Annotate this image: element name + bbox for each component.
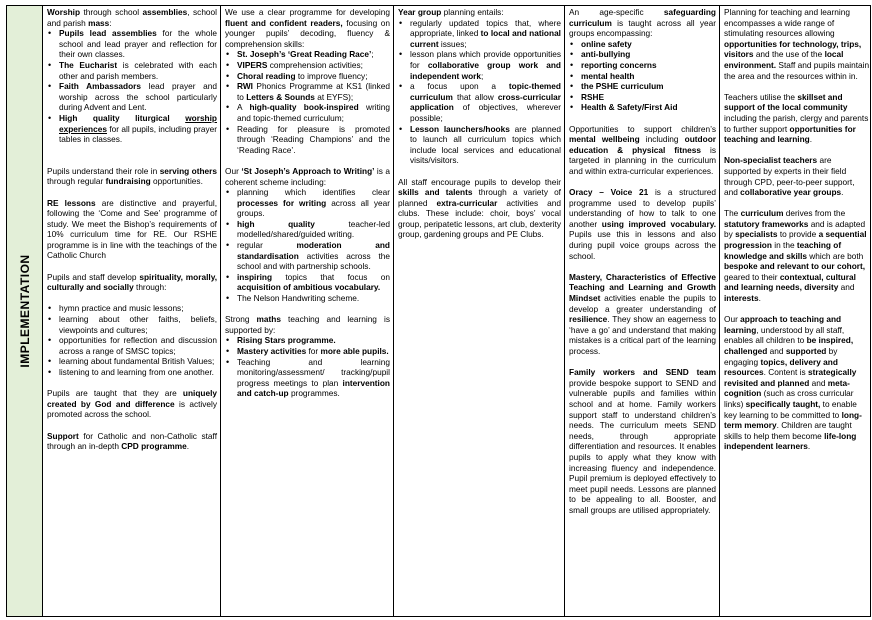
list-item: • The Nelson Handwriting scheme. [237, 293, 390, 304]
paragraph-writing: Our ‘St Joseph’s Approach to Writing’ is a coherent scheme including: [225, 165, 391, 187]
list-item: • regular moderation and standardisation activities across the school and with partnership schools. [237, 240, 390, 272]
writing-list [225, 187, 390, 304]
list-item: • listening to and learning from one another. [59, 367, 217, 378]
list-item: • High quality liturgical worship experiences for all pupils, including prayer tables in classes. [59, 113, 217, 145]
list-item: • RSHE [581, 92, 716, 103]
list-item: • a focus upon a topic-themed curriculum that allow cross-curricular application of objectives, wherever possible; [410, 81, 561, 123]
paragraph-serving: Pupils understand their role in serving others through regular fundraising opportunities. [47, 165, 217, 187]
paragraph-smsc: Pupils and staff develop spirituality, morally, culturally and socially through: [47, 271, 217, 293]
list-item: • lesson plans which provide opportunities for collaborative group work and independent work; [410, 49, 561, 81]
list-item: • A high-quality book-inspired writing and topic-themed curriculum; [237, 102, 390, 123]
list-item: • Teaching and learning monitoring/assessment/ tracking/pupil progress meetings to plan intervention and catch-up programmes. [237, 357, 390, 399]
list-item: • Reading for pleasure is promoted through ‘Reading Champions’ and the ‘Reading Race’. [237, 124, 390, 156]
list-item: • VIPERS comprehension activities; [237, 60, 390, 71]
list-item: • Faith Ambassadors lead prayer and worship across the school particularly during Advent and Lent. [59, 81, 217, 113]
implementation-table [6, 5, 871, 617]
column-safeguarding-wellbeing [565, 6, 720, 616]
paragraph-reading: We use a clear programme for developing fluent and confident readers, focusing on younger pupils’ decoding, fluency & comprehension skills: [225, 7, 390, 49]
list-item: • the PSHE curriculum [581, 81, 716, 92]
worship-list [47, 28, 217, 145]
paragraph-year-group: Year group planning entails: [398, 7, 504, 17]
paragraph-re-lessons: RE lessons are distinctive and prayerful, following the ‘Come and See’ programme of study. We meet the Bishop’s requirements of 10% curriculum time for RE. Our RSHE programme is in line with the teachings of the Catholic Church [47, 197, 217, 261]
list-item: • inspiring topics that focus on acquisition of ambitious vocabulary. [237, 272, 390, 293]
paragraph-community: Teachers utilise the skillset and support of the local community including the parish, clergy and parents to further support opportunities for teaching and learning. [724, 91, 869, 145]
planning-list [398, 18, 561, 166]
paragraph-worship: Worship through school assemblies, school and parish mass: [47, 7, 217, 28]
list-item: • mental health [581, 71, 716, 82]
list-item: • Pupils lead assemblies for the whole school and lead prayer and reflection for their own classes. [59, 28, 217, 60]
list-item: • reporting concerns [581, 60, 716, 71]
list-item: • Mastery activities for more able pupils. [237, 346, 390, 357]
paragraph-maths: Strong maths teaching and learning is supported by: [225, 314, 390, 335]
list-item: • regularly updated topics that, where appropriate, linked to local and national current issues; [410, 18, 561, 50]
list-item: • learning about other faiths, beliefs, viewpoints and cultures; [59, 314, 217, 335]
paragraph-mastery: Mastery, Characteristics of Effective Teaching and Learning and Growth Mindset activities enable the pupils to develop a greater understanding of resilience. They show an eagerness to ‘have a go’ and understand that making mistakes is a critical part of the learning process. [569, 271, 716, 356]
list-item: • hymn practice and music lessons; [59, 303, 217, 314]
list-item: • learning about fundamental British Values; [59, 356, 217, 367]
reading-list [225, 49, 390, 155]
list-item: • The Eucharist is celebrated with each other and parish members. [59, 60, 217, 81]
list-item: • opportunities for reflection and discussion across a range of SMSC topics; [59, 335, 217, 356]
paragraph-support-staff: Support for Catholic and non-Catholic staff through an in-depth CPD programme. [47, 430, 217, 452]
paragraph-resources: Planning for teaching and learning encompasses a wide range of stimulating resources allowing opportunities for technology, trips, visitors and the use of the local environment. Staff and pupils maintain the area and the resources within in. [724, 7, 870, 81]
list-item: • Rising Stars programme. [237, 335, 390, 346]
smsc-list [47, 303, 217, 377]
list-item: • St. Joseph’s ‘Great Reading Race’; [237, 49, 390, 60]
paragraph-non-specialist: Non-specialist teachers are supported by experts in their field through CPD, peer-to-peer support, and collaborative year groups. [724, 155, 855, 198]
column-year-group-planning [394, 6, 565, 616]
list-item: • Health & Safety/First Aid [581, 102, 716, 113]
safeguarding-list [569, 39, 716, 113]
paragraph-oracy: Oracy – Voice 21 is a structured programme used to develop pupils’ understanding of how to talk to one another using improved vocabulary. Pupils use this in lessons and also during pupil voice groups across the school. [569, 187, 717, 261]
list-item: • planning which identifies clear processes for writing across all year groups. [237, 187, 390, 219]
paragraph-send: Family workers and SEND team provide bespoke support to SEND and vulnerable pupils and families within school and at home. Family workers support staff to understand children’s needs. The curriculum meets SEND needs, through appropriate differentiation and resources. It enables pupils to apply what they know with increasing fluency and independence. Pupil premium is deployed effectively to meet pupil needs. Lessons are planned to be appealing to all. Booster, and small groups are utilised appropriately. [569, 367, 716, 515]
paragraph-curriculum: The curriculum derives from the statutory frameworks and is adapted by specialists to provide a sequential progression in the teaching of knowledge and skills which are both bespoke and relevant to our cohort, geared to their contextual, cultural and learning needs, diversity and interests. [724, 208, 867, 304]
list-item: • high quality teacher-led modelled/shared/guided writing. [237, 219, 390, 240]
list-item: • Lesson launchers/hooks are planned to launch all curriculum topics which include local services and educational visits/visitors. [410, 124, 561, 166]
paragraph-extra-curricular: All staff encourage pupils to develop their skills and talents through a variety of planned extra-curricular activities and clubs. These include: choir, boys’ vocal group, peripatetic lessons, art club, dexterity group, gardening groups and PE Clubs. [398, 176, 561, 240]
paragraph-approach: Our approach to teaching and learning, understood by all staff, enables all children to be inspired, challenged and supported by engaging topics, delivery and resources. Content is strategically revisited and planned and meta-cognition (such as cross curricular links) specifically taught, to enable key learning to be committed to long-term memory. Children are taught skills to help them become life-long independent learners. [724, 314, 862, 452]
paragraph-wellbeing: Opportunities to support children’s mental wellbeing including outdoor education & physical fitness is targeted in planning in the curriculum and within extra-curricular experiences. [569, 123, 716, 176]
column-reading-writing-maths [221, 6, 394, 616]
list-item: • online safety [581, 39, 716, 50]
section-label-cell [7, 6, 43, 616]
section-label: IMPLEMENTATION [17, 254, 32, 368]
column-teaching-learning [720, 6, 872, 616]
column-worship-re [43, 6, 221, 616]
paragraph-uniquely-created: Pupils are taught that they are uniquely created by God and difference is actively promoted across the school. [47, 388, 217, 420]
maths-list [225, 335, 390, 399]
list-item: • Choral reading to improve fluency; [237, 71, 390, 82]
list-item: • anti-bullying [581, 49, 716, 60]
paragraph-safeguarding: An age-specific safeguarding curriculum is taught across all year groups encompassing: [569, 7, 716, 39]
list-item: • RWI Phonics Programme at KS1 (linked to Letters & Sounds at EYFS); [237, 81, 390, 102]
